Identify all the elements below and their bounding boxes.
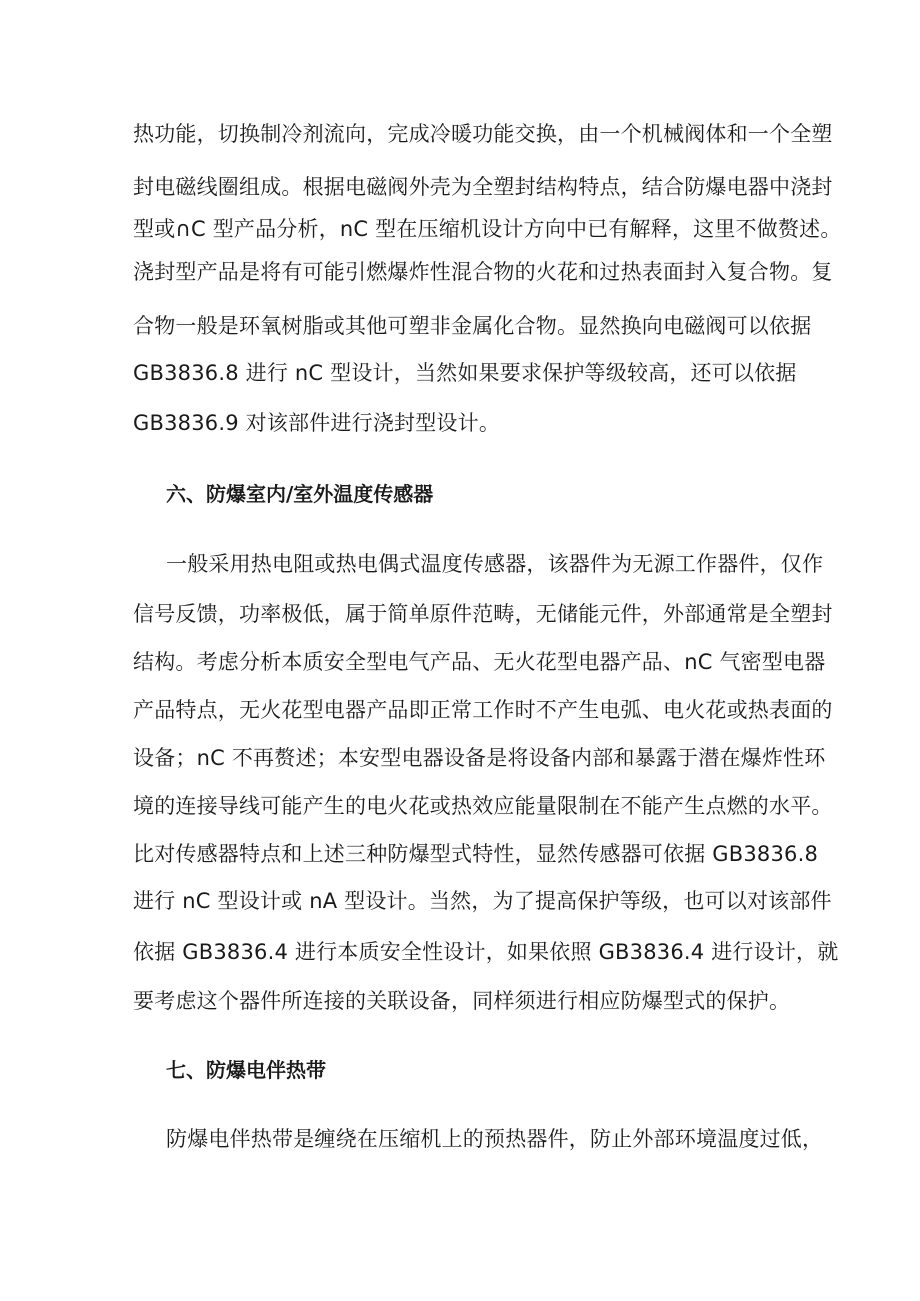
text-line: GB3836.8 进行 nC 型设计，当然如果要求保护等级较高，还可以依据 [133,361,797,385]
section-heading-6: 六、防爆室内/室外温度传感器 [166,482,434,506]
text-line: 境的连接导线可能产生的电火花或热效应能量限制在不能产生点燃的水平。 [133,794,833,818]
text-line: 防爆电伴热带是缠绕在压缩机上的预热器件，防止外部环境温度过低， [166,1127,824,1151]
text-line: 热功能，切换制冷剂流向，完成冷暖功能交换，由一个机械阀体和一个全塑 [133,122,833,146]
section-heading-7: 七、防爆电伴热带 [166,1058,326,1082]
text-line: 一般采用热电阻或热电偶式温度传感器，该器件为无源工作器件，仅作 [166,552,824,576]
text-line: 封电磁线圈组成。根据电磁阀外壳为全塑封结构特点，结合防爆电器中浇封 [133,175,833,199]
text-line: 结构。考虑分析本质安全型电气产品、无火花型电器产品、nC 气密型电器 [133,650,826,674]
text-line: 产品特点，无火花型电器产品即正常工作时不产生电弧、电火花或热表面的 [133,698,833,722]
text-line: 设备；nC 不再赘述；本安型电器设备是将设备内部和暴露于潜在爆炸性环 [133,746,826,770]
text-line: 合物一般是环氧树脂或其他可塑非金属化合物。显然换向电磁阀可以依据 [133,314,812,338]
text-line: 比对传感器特点和上述三种防爆型式特性，显然传感器可依据 GB3836.8 [133,842,819,866]
text-line: 依据 GB3836.4 进行本质安全性设计，如果依照 GB3836.4 进行设计，就 [133,940,839,964]
text-line: 进行 nC 型设计或 nA 型设计。当然，为了提高保护等级，也可以对该部件 [133,889,832,913]
text-line: 信号反馈，功率极低，属于简单原件范畴，无储能元件，外部通常是全塑封 [133,602,833,626]
text-line: 型或∩C 型产品分析，nC 型在压缩机设计方向中已有解释，这里不做赘述。 [133,217,842,241]
text-line: 浇封型产品是将有可能引燃爆炸性混合物的火花和过热表面封入复合物。复 [133,260,833,284]
text-line: 要考虑这个器件所连接的关联设备，同样须进行相应防爆型式的保护。 [133,989,791,1013]
text-line: GB3836.9 对该部件进行浇封型设计。 [133,411,501,435]
